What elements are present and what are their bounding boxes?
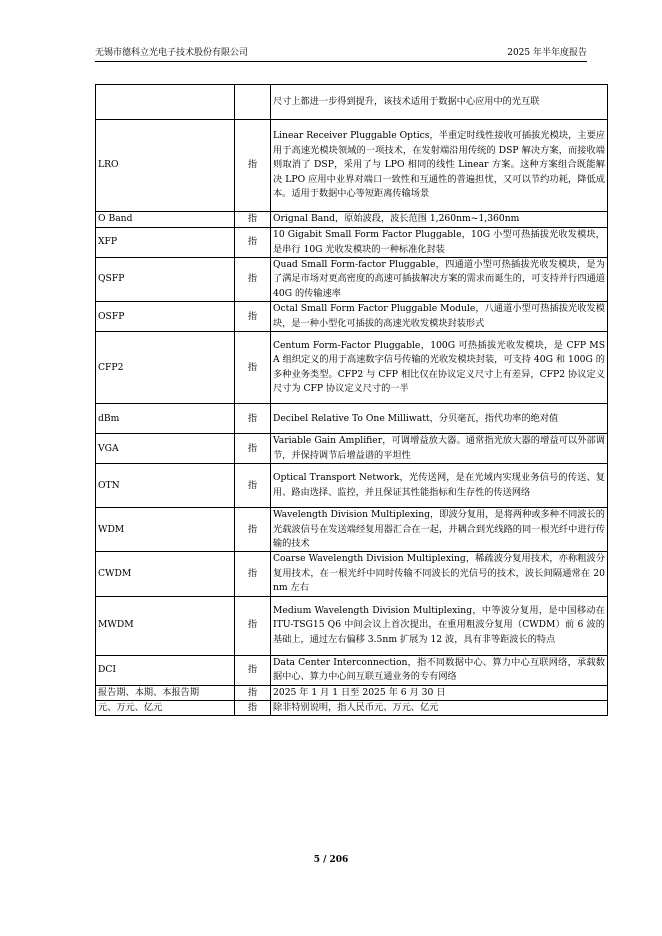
term-cell: 元、万元、亿元: [96, 701, 235, 716]
refers-to-cell: 指: [235, 332, 271, 404]
table-row: [96, 434, 608, 464]
refers-to-cell: 指: [235, 552, 271, 596]
term-cell: OSFP: [96, 302, 235, 332]
table-row: [96, 258, 608, 302]
definition-cell: Wavelength Division Multiplexing，即波分复用，是将两种或多种不同波长的光载波信号在发送端经复用器汇合在一起，并耦合到光线路的同一根光纤中进行传输的技术: [271, 508, 608, 552]
table-row: [96, 85, 608, 120]
refers-to-cell: 指: [235, 508, 271, 552]
definition-cell: Octal Small Form Factor Pluggable Module，八通道小型可热插拔光收发模块，是一种小型化可插拔的高速光收发模块封装形式: [271, 302, 608, 332]
refers-to-cell: 指: [235, 701, 271, 716]
company-name: 无锡市德科立光电子技术股份有限公司: [95, 48, 249, 58]
definition-cell: Data Center Interconnection，指不同数据中心、算力中心互联网络，承载数据中心、算力中心间互联互通业务的专有网络: [271, 655, 608, 685]
header-divider: [95, 61, 587, 62]
refers-to-cell: 指: [235, 302, 271, 332]
table-row: [96, 552, 608, 596]
definition-cell: 2025 年 1 月 1 日至 2025 年 6 月 30 日: [271, 685, 608, 700]
refers-to-cell: 指: [235, 404, 271, 434]
glossary-table: [95, 84, 608, 716]
definition-cell: Variable Gain Amplifier，可调增益放大器。通常指光放大器的增益可以外部调节，并保持调节后增益谱的平坦性: [271, 434, 608, 464]
term-cell: OTN: [96, 464, 235, 508]
page-number: 5 / 206: [313, 855, 349, 865]
table-row: [96, 508, 608, 552]
definition-cell: 尺寸上都进一步得到提升，该技术适用于数据中心应用中的光互联: [271, 85, 608, 120]
refers-to-cell: 指: [235, 464, 271, 508]
table-row: [96, 685, 608, 700]
table-row: [96, 596, 608, 655]
term-cell: QSFP: [96, 258, 235, 302]
definition-cell: Coarse Wavelength Division Multiplexing，稀疏波分复用技术，亦称粗波分复用技术，在一根光纤中同时传输不同波长的光信号的技术，波长间隔通常在 20nm 左右: [271, 552, 608, 596]
table-row: [96, 404, 608, 434]
refers-to-cell: [235, 85, 271, 120]
definition-cell: 除非特别说明，指人民币元、万元、亿元: [271, 701, 608, 716]
definition-cell: Decibel Relative To One Milliwatt，分贝毫瓦，指代功率的绝对值: [271, 404, 608, 434]
refers-to-cell: 指: [235, 228, 271, 258]
definition-cell: Medium Wavelength Division Multiplexing，中等波分复用，是中国移动在 ITU-TSG15 Q6 中间会议上首次提出，在重用粗波分复用（CWDM）前 6 波的基础上，通过左右偏移 3.5nm 扩展为 12 波，具有非等距波长的特点: [271, 596, 608, 655]
table-row: [96, 302, 608, 332]
refers-to-cell: 指: [235, 212, 271, 228]
table-row: [96, 332, 608, 404]
refers-to-cell: 指: [235, 120, 271, 212]
refers-to-cell: 指: [235, 434, 271, 464]
term-cell: XFP: [96, 228, 235, 258]
term-cell: [96, 85, 235, 120]
term-cell: LRO: [96, 120, 235, 212]
page-header: [95, 46, 587, 60]
term-cell: VGA: [96, 434, 235, 464]
term-cell: CWDM: [96, 552, 235, 596]
table-row: [96, 655, 608, 685]
refers-to-cell: 指: [235, 655, 271, 685]
term-cell: O Band: [96, 212, 235, 228]
definition-cell: 10 Gigabit Small Form Factor Pluggable，10G 小型可热插拔光收发模块，是串行 10G 光收发模块的一种标准化封装: [271, 228, 608, 258]
table-row: [96, 212, 608, 228]
definition-cell: Optical Transport Network，光传送网，是在光域内实现业务信号的传送、复用、路由选择、监控，并且保证其性能指标和生存性的传送网络: [271, 464, 608, 508]
term-cell: WDM: [96, 508, 235, 552]
definition-cell: Linear Receiver Pluggable Optics，半重定时线性接收可插拔光模块，主要应用于高速光模块领域的一项技术，在发射端沿用传统的 DSP 解决方案，而接收端则取消了 DSP，采用了与 LPO 相同的线性 Linear 方案。这种方案组合既能解决 LPO 应用中业界对端口一致性和互通性的普遍担忧，又可以节约功耗，降低成本。适用于数据中心等短距离传输场景: [271, 120, 608, 212]
table-row: [96, 464, 608, 508]
report-title: 2025 年半年度报告: [507, 48, 587, 58]
term-cell: CFP2: [96, 332, 235, 404]
table-row: [96, 701, 608, 716]
term-cell: DCI: [96, 655, 235, 685]
definition-cell: Quad Small Form-factor Pluggable，四通道小型可热插拔光收发模块，是为了满足市场对更高密度的高速可插拔解决方案的需求而诞生的，可支持并行四通道 40G 的传输速率: [271, 258, 608, 302]
refers-to-cell: 指: [235, 596, 271, 655]
table-row: [96, 120, 608, 212]
refers-to-cell: 指: [235, 685, 271, 700]
definition-cell: Orignal Band，原始波段，波长范围 1,260nm~1,360nm: [271, 212, 608, 228]
term-cell: 报告期、本期、本报告期: [96, 685, 235, 700]
table-row: [96, 228, 608, 258]
term-cell: dBm: [96, 404, 235, 434]
term-cell: MWDM: [96, 596, 235, 655]
definition-cell: Centum Form-Factor Pluggable，100G 可热插拔光收发模块，是 CFP MSA 组织定义的用于高速数字信号传输的光收发模块封装，可支持 40G 和 100G 的多种业务类型。CFP2 与 CFP 相比仅在协议定义尺寸上有差异，CFP2 协议定义尺寸为 CFP 协议定义尺寸的一半: [271, 332, 608, 404]
refers-to-cell: 指: [235, 258, 271, 302]
